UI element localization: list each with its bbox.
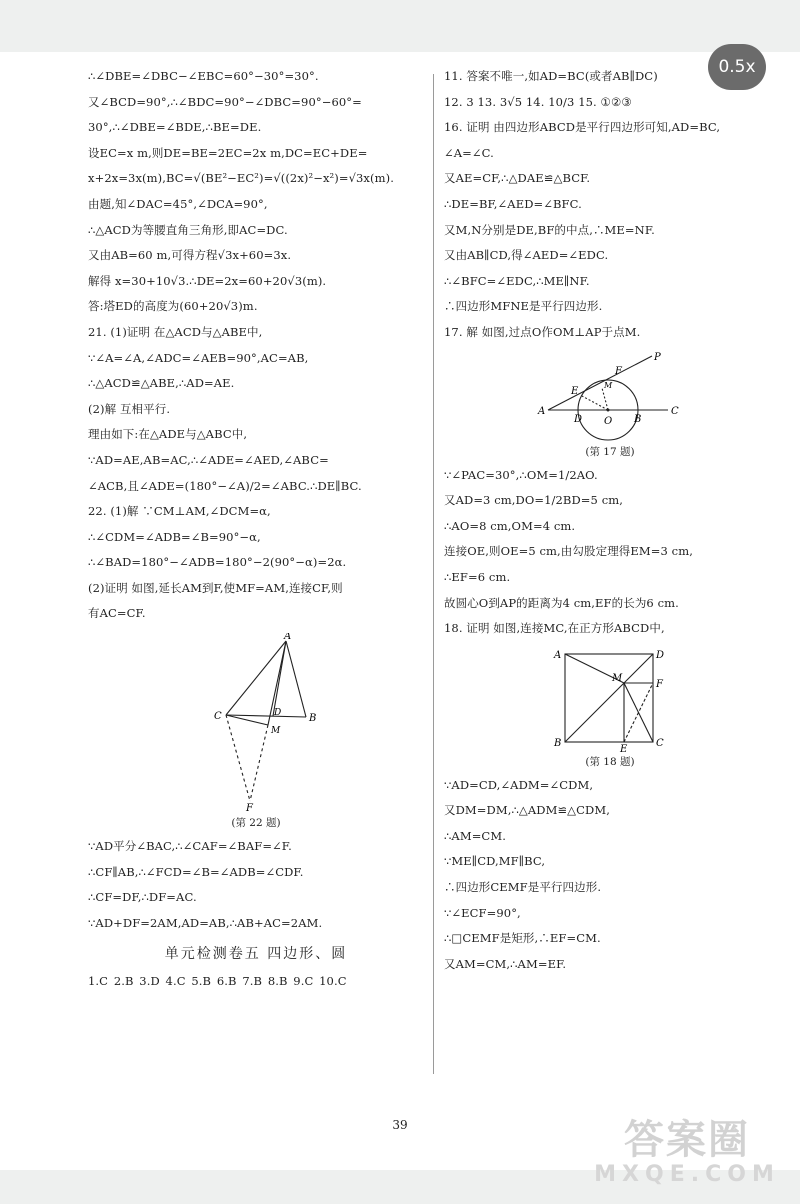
text-line: 故圆心O到AP的距离为4 cm,EF的长为6 cm. <box>444 595 679 610</box>
text-line: ∴△ACD≌△ABE,∴AD=AE. <box>88 376 235 391</box>
text-line: 又M,N分别是DE,BF的中点,∴ME=NF. <box>444 222 655 237</box>
left-column <box>88 70 424 1000</box>
text-line: ∴AM=CM. <box>444 828 506 843</box>
text-line: ∵∠PAC=30°,∴OM=1/2AO. <box>444 467 598 482</box>
label-p: P <box>654 351 661 363</box>
text-line: ∵AD平分∠BAC,∴∠CAF=∠BAF=∠F. <box>88 839 292 854</box>
label-e: E <box>620 743 628 752</box>
page-number: 39 <box>392 1118 408 1132</box>
figure-17 <box>444 352 776 459</box>
text-line: ∵AD+DF=2AM,AD=AB,∴AB+AC=2AM. <box>88 915 323 930</box>
label-c: C <box>671 405 679 417</box>
text-line: ∵∠ECF=90°, <box>444 905 521 920</box>
text-line: 又由AB=60 m,可得方程√3x+60=3x. <box>88 248 292 263</box>
figure-17-caption: (第 17 题) <box>585 445 635 458</box>
label-m: M <box>604 380 613 390</box>
text-line: ∴AO=8 cm,OM=4 cm. <box>444 518 576 533</box>
text-line: ∴∠CDM=∠ADB=∠B=90°−α, <box>88 529 261 544</box>
text-line: ∴CF∥AB,∴∠FCD=∠B=∠ADB=∠CDF. <box>88 864 304 879</box>
text-line: 又AE=CF,∴△DAE≌△BCF. <box>444 171 591 186</box>
text-line: ∴四边形CEMF是平行四边形. <box>444 880 602 895</box>
problem-11-answer: 11. 答案不唯一,如AD=BC(或者AB∥DC) <box>444 69 658 83</box>
label-e: E <box>571 385 579 397</box>
text-line: ∠A=∠C. <box>444 145 494 160</box>
text-line: ∴CF=DF,∴DF=AC. <box>88 890 197 905</box>
label-d: D <box>574 413 583 425</box>
text-line: 又AM=CM,∴AM=EF. <box>444 956 567 971</box>
problem-18-heading: 18. 证明 如图,连接MC,在正方形ABCD中, <box>444 621 665 636</box>
figure-17-diagram <box>530 352 690 442</box>
label-d: D <box>656 649 665 661</box>
watermark <box>592 1118 782 1196</box>
text-line: 又AD=3 cm,DO=1/2BD=5 cm, <box>444 493 624 508</box>
label-m: M <box>612 672 623 684</box>
label-b: B <box>634 413 642 425</box>
text-line: 由题,知∠DAC=45°,∠DCA=90°, <box>88 196 268 211</box>
label-f: F <box>615 365 622 377</box>
text-line: 30°,∴∠DBE=∠BDE,∴BE=DE. <box>88 120 262 135</box>
text-line: ∵∠A=∠A,∠ADC=∠AEB=90°,AC=AB, <box>88 350 309 365</box>
text-line: ∵ME∥CD,MF∥BC, <box>444 854 546 869</box>
column-divider <box>433 74 434 1074</box>
label-a: A <box>284 633 292 643</box>
label-a: A <box>554 649 562 661</box>
watermark-url: MXQE.COM <box>594 1162 780 1187</box>
text-line: ∴∠BAD=180°−∠ADB=180°−2(90°−α)=2α. <box>88 555 347 570</box>
text-line: 连接OE,则OE=5 cm,由勾股定理得EM=3 cm, <box>444 544 693 559</box>
text-line: (2)解 互相平行. <box>88 401 171 416</box>
text-line: ∵AD=CD,∠ADM=∠CDM, <box>444 777 594 792</box>
problem-17-heading: 17. 解 如图,过点O作OM⊥AP于点M. <box>444 324 641 339</box>
text-line: 又由AB∥CD,得∠AED=∠EDC. <box>444 248 609 263</box>
text-line: ∵AD=AE,AB=AC,∴∠ADE=∠AED,∠ABC= <box>88 452 329 467</box>
figure-18-diagram <box>550 648 670 752</box>
label-a: A <box>538 405 546 417</box>
label-b: B <box>554 737 562 749</box>
label-m: M <box>271 726 281 737</box>
label-o: O <box>604 415 613 427</box>
figure-22-caption: (第 22 题) <box>231 817 281 830</box>
text-line: 又DM=DM,∴△ADM≌△CDM, <box>444 803 610 818</box>
text-line: ∴△ACD为等腰直角三角形,即AC=DC. <box>88 222 288 237</box>
label-c: C <box>214 711 222 723</box>
problems-12-15-answers: 12. 3 13. 3√5 14. 10/3 15. ①②③ <box>444 94 632 109</box>
text-line: ∴∠BFC=∠EDC,∴ME∥NF. <box>444 273 590 288</box>
label-d: D <box>274 708 282 719</box>
text-line: 理由如下:在△ADE与△ABC中, <box>88 427 248 442</box>
text-line: ∴DE=BF,∠AED=∠BFC. <box>444 196 582 211</box>
text-line: 有AC=CF. <box>88 606 146 621</box>
label-f: F <box>246 803 253 814</box>
problem-21-heading: 21. (1)证明 在△ACD与△ABE中, <box>88 324 263 339</box>
figure-18 <box>444 648 776 769</box>
figure-18-caption: (第 18 题) <box>585 755 635 768</box>
text-line: 解得 x=30+10√3.∴DE=2x=60+20√3(m). <box>88 273 327 288</box>
problem-22-heading: 22. (1)解 ∵CM⊥AM,∠DCM=α, <box>88 504 271 519</box>
text-line: x+2x=3x(m),BC=√(BE²−EC²)=√((2x)²−x²)=√3x(m). <box>88 171 394 186</box>
watermark-logo-text: 答案圈 <box>624 1117 750 1163</box>
text-line: ∴四边形MFNE是平行四边形. <box>444 299 603 314</box>
right-column <box>444 70 776 983</box>
label-b: B <box>309 713 317 725</box>
text-line: ∴EF=6 cm. <box>444 569 511 584</box>
text-line: ∴∠DBE=∠DBC−∠EBC=60°−30°=30°. <box>88 69 319 83</box>
text-line: ∠ACB,且∠ADE=(180°−∠A)/2=∠ABC.∴DE∥BC. <box>88 478 362 493</box>
text-line: 设EC=x m,则DE=BE=2EC=2x m,DC=EC+DE= <box>88 145 368 160</box>
text-line: ∴□CEMF是矩形,∴EF=CM. <box>444 931 601 946</box>
figure-22 <box>88 633 424 830</box>
text-line: (2)证明 如图,延长AM到F,使MF=AM,连接CF,则 <box>88 580 343 595</box>
text-line: 答:塔ED的高度为(60+20√3)m. <box>88 299 258 314</box>
label-c: C <box>656 737 664 749</box>
label-f: F <box>656 678 663 690</box>
zoom-level-badge[interactable]: 0.5x <box>708 44 766 90</box>
answer-list: 1.C 2.B 3.D 4.C 5.B 6.B 7.B 8.B 9.C 10.C <box>88 973 347 988</box>
section-title: 单元检测卷五 四边形、圆 <box>164 945 348 962</box>
text-line: 又∠BCD=90°,∴∠BDC=90°−∠DBC=90°−60°= <box>88 94 362 109</box>
problem-16-heading: 16. 证明 由四边形ABCD是平行四边形可知,AD=BC, <box>444 120 721 135</box>
figure-22-diagram <box>156 633 356 813</box>
